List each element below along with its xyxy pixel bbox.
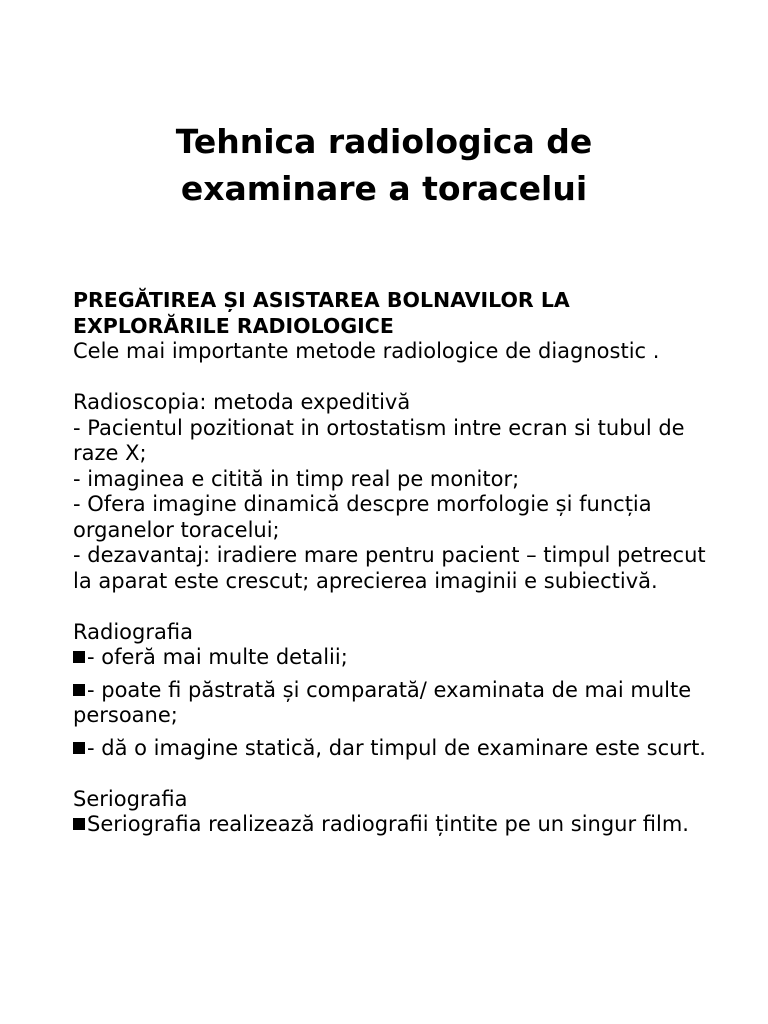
radiografia-item bbox=[73, 736, 723, 762]
document-title bbox=[0, 118, 768, 212]
document-body bbox=[73, 288, 723, 838]
radioscopia-title: Radioscopia: metoda expeditivă bbox=[73, 390, 411, 414]
intro-paragraph: Cele mai importante metode radiologice de diagnostic . bbox=[73, 339, 660, 363]
radiografia-item bbox=[73, 678, 723, 729]
radioscopia-item: - Pacientul pozitionat in ortostatism intre ecran si tubul de raze X; bbox=[73, 415, 685, 465]
seriografia-title: Seriografia bbox=[73, 786, 188, 811]
section-heading bbox=[73, 288, 723, 339]
spacer bbox=[73, 761, 723, 787]
spacer bbox=[73, 594, 723, 620]
radiografia-item-text: - poate fi păstrată și comparată/ examinata de mai multe persoane; bbox=[73, 677, 692, 727]
radioscopia-item: - imaginea e citită in timp real pe monitor; bbox=[73, 466, 520, 491]
radiografia-item-text: - dă o imagine statică, dar timpul de examinare este scurt. bbox=[87, 735, 706, 760]
radiografia-item bbox=[73, 645, 723, 671]
square-bullet-icon bbox=[73, 742, 85, 754]
section-heading-line-1: PREGĂTIREA ȘI ASISTAREA BOLNAVILOR LA bbox=[73, 288, 570, 312]
seriografia-item bbox=[73, 812, 723, 838]
document-title-line-2: examinare a toracelui bbox=[180, 169, 588, 208]
section-heading-line-2: EXPLORĂRILE RADIOLOGICE bbox=[73, 313, 394, 338]
radioscopia-item: - dezavantaj: iradiere mare pentru pacient – timpul petrecut la aparat este crescut; aprecierea imaginii e subiectivă. bbox=[73, 543, 706, 593]
seriografia-item-text: Seriografia realizează radiografii țintite pe un singur film. bbox=[87, 812, 689, 836]
radioscopia-item: - Ofera imagine dinamică descpre morfologie și funcția organelor toracelui; bbox=[73, 492, 652, 542]
document-title-line-1: Tehnica radiologica de bbox=[175, 122, 593, 161]
radiografia-title: Radiografia bbox=[73, 619, 193, 644]
radiografia-item-text: - oferă mai multe detalii; bbox=[87, 645, 348, 669]
spacer bbox=[73, 365, 723, 391]
square-bullet-icon bbox=[73, 684, 85, 696]
square-bullet-icon bbox=[73, 818, 85, 830]
square-bullet-icon bbox=[73, 651, 85, 663]
